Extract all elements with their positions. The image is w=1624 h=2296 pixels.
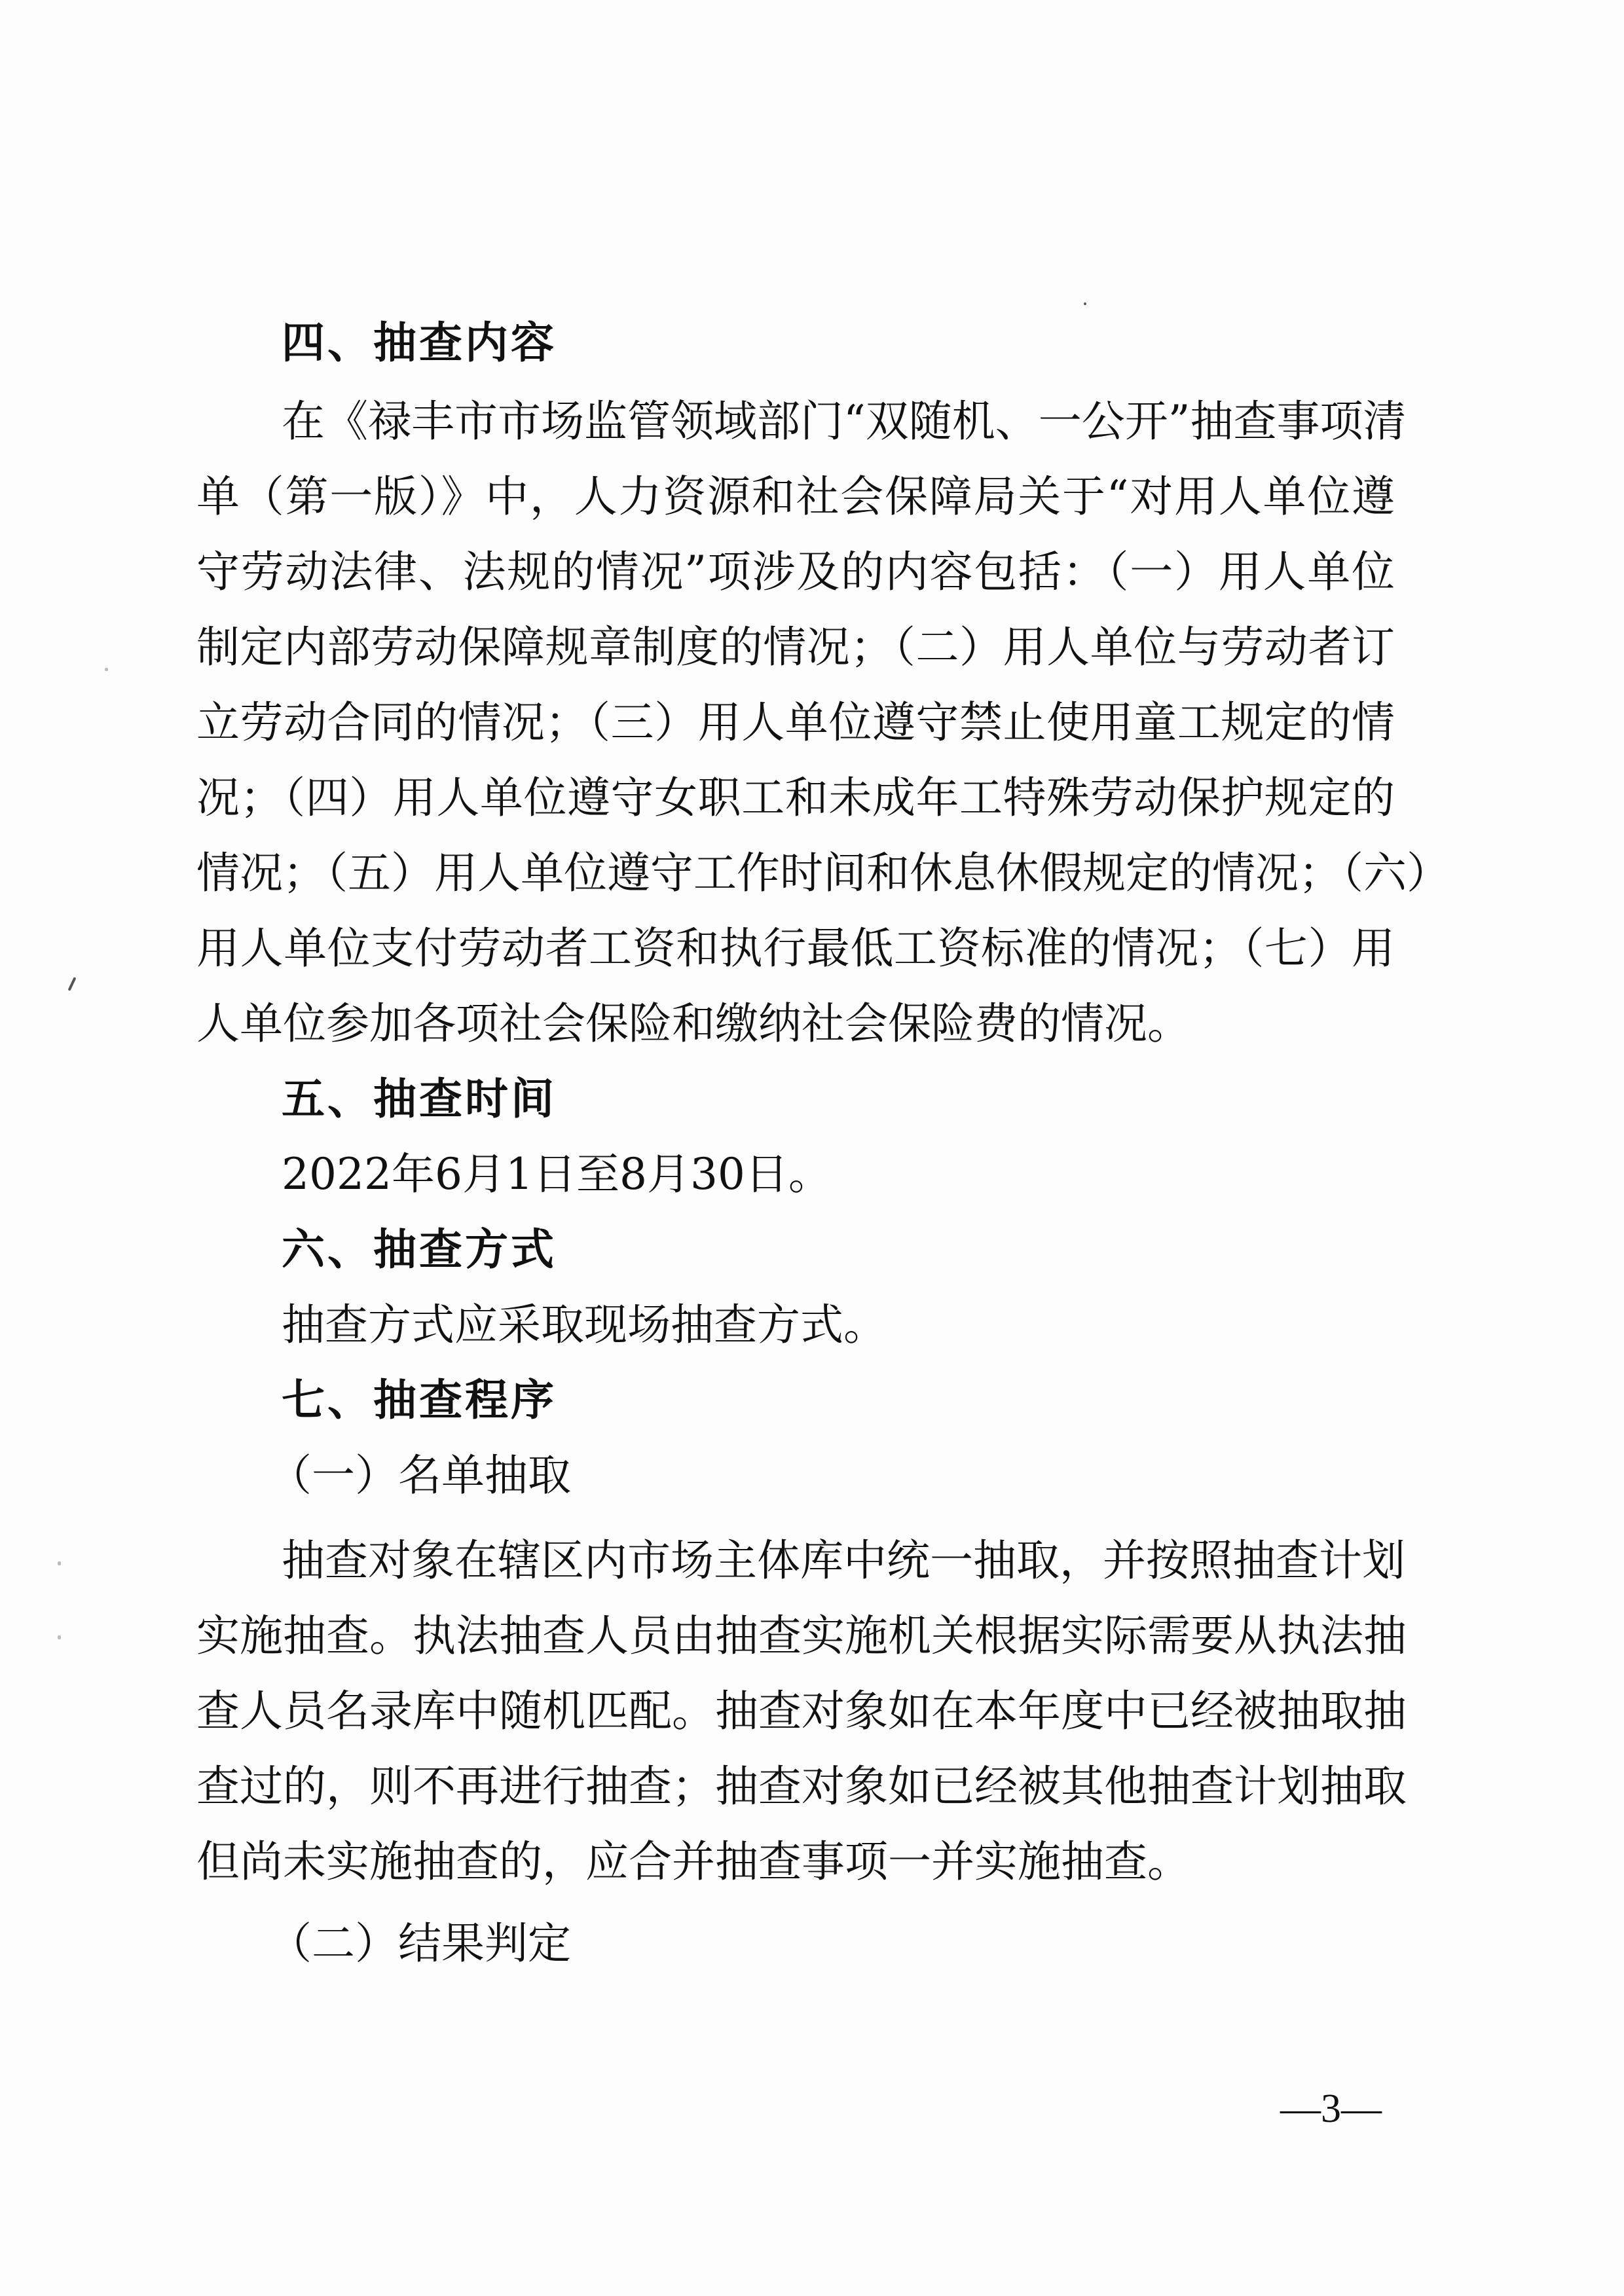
section-4-heading: 四、抽查内容 bbox=[282, 318, 557, 368]
subsection-1-line: 查过的，则不再进行抽查；抽查对象如已经被其他抽查计划抽取 bbox=[196, 1761, 1407, 1812]
scan-speck bbox=[68, 977, 77, 991]
scan-speck bbox=[1084, 302, 1086, 305]
section-6-text: 抽查方式应采取现场抽查方式。 bbox=[282, 1300, 887, 1350]
subsection-1-line: 抽查对象在辖区内市场主体库中统一抽取，并按照抽查计划 bbox=[282, 1535, 1405, 1586]
section-4-line: 人单位参加各项社会保险和缴纳社会保险费的情况。 bbox=[196, 998, 1190, 1049]
scan-speck bbox=[58, 1635, 61, 1639]
section-4-line: 立劳动合同的情况；（三）用人单位遵守禁止使用童工规定的情 bbox=[196, 697, 1395, 748]
section-5-text: 2022年6月1日至8月30日。 bbox=[282, 1149, 832, 1199]
subsection-1-line: 查人员名录库中随机匹配。抽查对象如在本年度中已经被抽取抽 bbox=[196, 1686, 1407, 1736]
page-number: —3— bbox=[1280, 2086, 1382, 2131]
subsection-1-heading: （一）名单抽取 bbox=[268, 1450, 571, 1501]
section-4-line: 用人单位支付劳动者工资和执行最低工资标准的情况；（七）用 bbox=[196, 923, 1395, 974]
section-4-line: 单（第一版）》中，人力资源和社会保障局关于“对用人单位遵 bbox=[196, 471, 1395, 522]
section-4-line: 况；（四）用人单位遵守女职工和未成年工特殊劳动保护规定的 bbox=[196, 773, 1395, 823]
section-6-heading: 六、抽查方式 bbox=[282, 1224, 557, 1275]
subsection-2-heading: （二）结果判定 bbox=[268, 1918, 571, 1969]
section-5-heading: 五、抽查时间 bbox=[282, 1074, 557, 1124]
section-7-heading: 七、抽查程序 bbox=[282, 1375, 557, 1425]
subsection-1-line: 但尚未实施抽查的，应合并抽查事项一并实施抽查。 bbox=[196, 1836, 1190, 1887]
scan-speck bbox=[105, 668, 108, 671]
section-4-line: 制定内部劳动保障规章制度的情况；（二）用人单位与劳动者订 bbox=[196, 622, 1395, 672]
scan-speck bbox=[58, 1561, 61, 1565]
section-4-line: 情况；（五）用人单位遵守工作时间和休息休假规定的情况；（六） bbox=[196, 848, 1450, 898]
section-4-line: 在《禄丰市市场监管领域部门“双随机、一公开”抽查事项清 bbox=[282, 396, 1407, 446]
subsection-1-line: 实施抽查。执法抽查人员由抽查实施机关根据实际需要从执法抽 bbox=[196, 1611, 1407, 1661]
section-4-line: 守劳动法律、法规的情况”项涉及的内容包括：（一）用人单位 bbox=[196, 547, 1395, 597]
